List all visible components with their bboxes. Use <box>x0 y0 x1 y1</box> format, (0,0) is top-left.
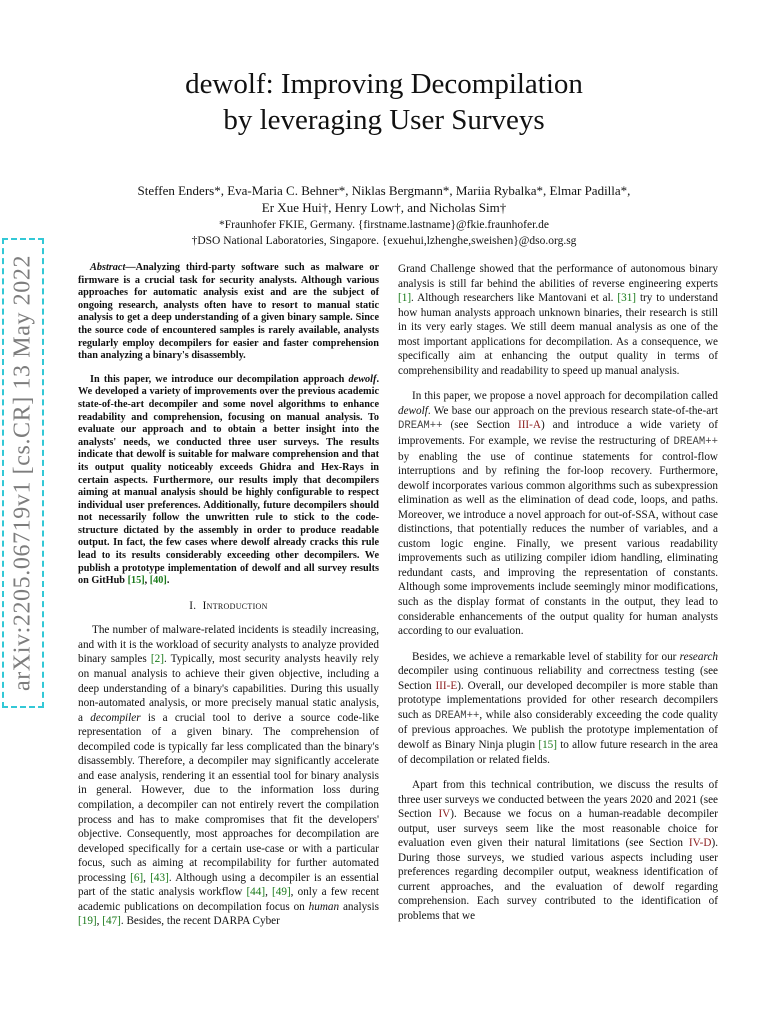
text-run: . Typically, most security analysts heavily rely on manual analysis to achieve their given objective, including a deep understanding of a binary's capabilities. During this usually non-automated analysis, or more precisely manual static analysis, a <box>78 653 380 724</box>
text-run: , while also considerably exceeding the code quality of previous approaches. We publish the prototype implementation of dewolf as Binary Ninja plugin <box>398 708 718 751</box>
citation-link[interactable]: [40] <box>149 575 167 587</box>
citation-link[interactable]: [31] <box>617 292 637 305</box>
emphasis: decompiler <box>90 711 141 724</box>
right-column-body <box>398 262 718 924</box>
authors-line-2: Er Xue Hui†, Henry Low†, and Nicholas Sim† <box>261 200 507 215</box>
text-run: . Although using a decompiler is an essential part of the static analysis workflow <box>78 871 379 899</box>
text-run: analysis <box>339 900 380 913</box>
citation-link[interactable]: [19] <box>78 915 97 928</box>
text-run: try to understand how human analysts approach unknown binaries, their research is still in its very early stages. We still deem manual analysis as one of the most important applications for decompilation. As a consequence, we specifically aim at enhancing the output quality in terms of comprehensibility and readability to speed up manual analysis. <box>398 292 718 377</box>
text-run: ). Overall, our developed decompiler is more stable than prototype implementations provided for other research decompilers such as <box>398 679 718 721</box>
citation-link[interactable]: [49] <box>272 886 291 899</box>
emphasis: research <box>679 650 718 663</box>
affiliation-fkie: *Fraunhofer FKIE, Germany. {firstname.lastname}@fkie.fraunhofer.de <box>219 219 549 231</box>
affiliation-dso: †DSO National Laboratories, Singapore. {exuehui,lzhenghe,sweishen}@dso.org.sg <box>191 235 577 247</box>
section-link[interactable]: III-E <box>435 679 458 692</box>
abstract <box>78 262 379 588</box>
abstract-text-2a: In this paper, we introduce our decompilation approach <box>90 373 349 385</box>
text-run: ). Because we focus on a human-readable decompiler output, user surveys seem like the most reasonable choice for evaluation even given their natural limitations (see Section <box>398 808 718 850</box>
citation-link[interactable]: [1] <box>398 292 412 305</box>
intro-paragraph-1: The number of malware-related incidents is steadily increasing, and with it is the workload of security analysts to analyze provided binary samples [2]. Typically, most security analysts heavily rely on manual analysis to achieve their given objective, including a deep understanding of a binary's capabilities. During this usually non-automated analysis, or more precisely manual static analysis, a decompiler is a crucial tool to derive a source code-like representation of a given binary. The comprehension of decompiled code is typically far less complicated than the binary's disassembly. Therefore, a decompiler may significantly accelerate and ease analysis, rendering it an essential tool for binary analysis in general. However, due to the information loss during compilation, a decompiler can not entirely revert the compilation process and has to make compromises that fit the developers' objective. Consequently, most approaches for decompilation are developed specifically for a certain use-case or with a particular focus, such as aiming at recompilability for further automated processing [6], [43]. Although using a decompiler is an essential part of the static analysis workflow [44], [49], only a few recent academic publications on decompilation focus on human analysis [19], [47]. Besides, the recent DARPA Cyber <box>78 624 380 928</box>
abstract-emphasis: dewolf <box>348 373 377 385</box>
citation-link[interactable]: [15] <box>127 575 145 587</box>
abstract-text-1: —Analyzing third-party software such as malware or firmware is a crucial task for security analysts. Although various approaches for automatic analysis exist and are the subject of ongoing research, analysts often have to resort to manual static analysis to get a deep understanding of a given binary sample. Since the source code of encountered samples is rarely available, analysts regularly employ decompilers for easier and faster comprehension than analyzing a binary's disassembly. <box>78 262 379 362</box>
text-run: In this paper, we propose a novel approach for decompilation called <box>412 390 718 403</box>
text-run: decompiler using continuous reliability and correctness testing (see Section <box>398 665 718 692</box>
section-link[interactable]: III-A <box>517 419 541 432</box>
text-run: ). During those surveys, we studied various aspects including user preferences regarding decompiler output, weakness identification of current approaches, and the evaluation of dewolf regarding comprehension. Each survey contributed to the identification of problems that we <box>398 837 718 922</box>
citation-link[interactable]: [2] <box>150 653 164 666</box>
section-heading-introduction <box>78 599 379 614</box>
text-run: Apart from this technical contribution, we discuss the results of three user surveys we conducted between the years 2020 and 2021 (see Section <box>398 779 718 821</box>
section-link[interactable]: IV-D <box>688 837 712 850</box>
left-column <box>78 262 379 940</box>
affiliations <box>0 217 768 249</box>
citation-link[interactable]: [6] <box>130 871 144 884</box>
text-run: to allow future research in the area of decompilation or related fields. <box>398 738 718 766</box>
text-run: ) and introduce a wide variety of improvements. For example, we revise the restructuring of <box>398 419 718 448</box>
paper-title <box>0 66 768 138</box>
authors-line-1: Steffen Enders*, Eva-Maria C. Behner*, Niklas Bergmann*, Mariia Rybalka*, Elmar Padilla*, <box>137 183 631 198</box>
citation-link[interactable]: [47] <box>102 915 121 928</box>
right-column <box>398 262 718 935</box>
intro-paragraph-2 <box>398 389 718 638</box>
section-title: Introduction <box>202 599 268 612</box>
title-line-2: by leveraging User Surveys <box>223 104 545 136</box>
text-run: . Although researchers like Mantovani et al. <box>411 292 618 305</box>
abstract-text-2b: . We developed a variety of improvements over the previous academic state-of-the-art decompiler and some novel algorithms to enhance readability and comprehension, focusing on manual analysis. To evaluate our approach and to obtain a better insight into the analysts' needs, we conducted three user surveys. The results indicate that dewolf is suitable for malware comprehension and that its output quality noticeably exceeds Ghidra and Hex-Rays in certain aspects. Furthermore, our results imply that decompilers aiming at manual analysis should be highly configurable to respect individual user preferences. Additionally, future decompilers should not necessarily follow the unwritten rule to stick to the code-structure dictated by the assembly in order to produce readable output. In fact, the few cases where dewolf already cracks this rule lead to its results considerably exceeding other decompilers. We publish a prototype implementation of dewolf and all survey results on GitHub <box>78 373 379 587</box>
citation-link[interactable]: [44] <box>246 886 266 899</box>
abstract-paragraph-1 <box>78 262 379 363</box>
text-run: Besides, we achieve a remarkable level of stability for our <box>412 650 680 663</box>
text-run: , only a few recent academic publications on decompilation focus on <box>78 886 380 913</box>
citation-link[interactable]: [15] <box>538 738 557 751</box>
text-run: The number of malware-related incidents is steadily increasing, and with it is the workload of security analysts to analyze provided binary samples <box>78 624 379 666</box>
text-run: . We base our approach on the previous research state-of-the-art <box>427 404 718 417</box>
emphasis: dewolf <box>398 404 428 417</box>
intro-paragraph-4 <box>398 778 718 923</box>
introduction-body <box>78 623 379 928</box>
emphasis: human <box>308 900 340 913</box>
code-term: DREAM++ <box>398 420 443 433</box>
citation-link[interactable]: [43] <box>150 871 169 884</box>
code-term: DREAM++ <box>673 436 718 449</box>
author-list <box>0 182 768 216</box>
text-run: is a crucial tool to derive a source code-like representation of a given binary. The comprehension of decompiled code is typically far less complicated than the binary's disassembly. Therefore, a decompiler may significantly accelerate and ease analysis, rendering it an essential tool for binary analysis in general. However, due to the information loss during compilation, a decompiler can not entirely revert the compilation process and has to make compromises that fit the developers' objective. Consequently, most approaches for decompilation are developed specifically for a certain use-case or with a particular focus, such as aiming at recompilability for further automated processing <box>78 711 379 884</box>
abstract-paragraph-2: In this paper, we introduce our decompilation approach dewolf. We developed a variety of improvements over the previous academic state-of-the-art decompiler and some novel algorithms to enhance readability and comprehension, focusing on manual analysis. To evaluate our approach and to obtain a better insight into the analysts' needs, we conducted three user surveys. The results indicate that dewolf is suitable for malware comprehension and that its output quality noticeably exceeds Ghidra and Hex-Rays in certain aspects. Furthermore, our results imply that decompilers aiming at manual analysis should be highly configurable to respect individual user preferences. Additionally, future decompilers should not necessarily follow the unwritten rule to stick to the code-structure dictated by the assembly in order to produce readable output. In fact, the few cases where dewolf already cracks this rule lead to its results considerably exceeding other decompilers. We publish a prototype implementation of dewolf and all survey results on GitHub [15], [40]. <box>78 373 379 587</box>
intro-paragraph-continued <box>398 262 718 378</box>
text-run: . Besides, the recent DARPA Cyber <box>120 915 280 928</box>
text-run: (see Section <box>442 419 518 432</box>
section-number: I. <box>189 599 197 612</box>
title-line-1: dewolf: Improving Decompilation <box>185 68 583 100</box>
intro-paragraph-3 <box>398 650 718 767</box>
arxiv-stamp <box>2 238 44 708</box>
arxiv-stamp-text: arXiv:2205.06719v1 [cs.CR] 13 May 2022 <box>9 254 36 692</box>
text-run: by enabling the use of continue statements for control-flow interruptions and by refining the for-loop recovery. Furthermore, dewolf incorporates various common algorithms such as subexpression elimination as well as the elimination of dead code, loops, and paths. Moreover, we introduce a novel approach for out-of-SSA, without case distinctions, that potentially reduces the number of variables, and a custom logic engine. Finally, we present various readability improvements such as utilizing compiler idiom handling, eliminating redundant casts, and improving the representation of constants. Although some improvements include seemingly minor modifications, such as the display format of constants in the output, they lead to considerable enhancements of the output quality for human analysts according to our evaluation. <box>398 450 718 638</box>
abstract-label: Abstract <box>90 262 126 273</box>
code-term: DREAM++ <box>434 709 480 722</box>
text-run: Grand Challenge showed that the performance of autonomous binary analysis is still far behind the abilities of reverse engineering experts <box>398 263 718 290</box>
section-link[interactable]: IV <box>438 808 451 821</box>
